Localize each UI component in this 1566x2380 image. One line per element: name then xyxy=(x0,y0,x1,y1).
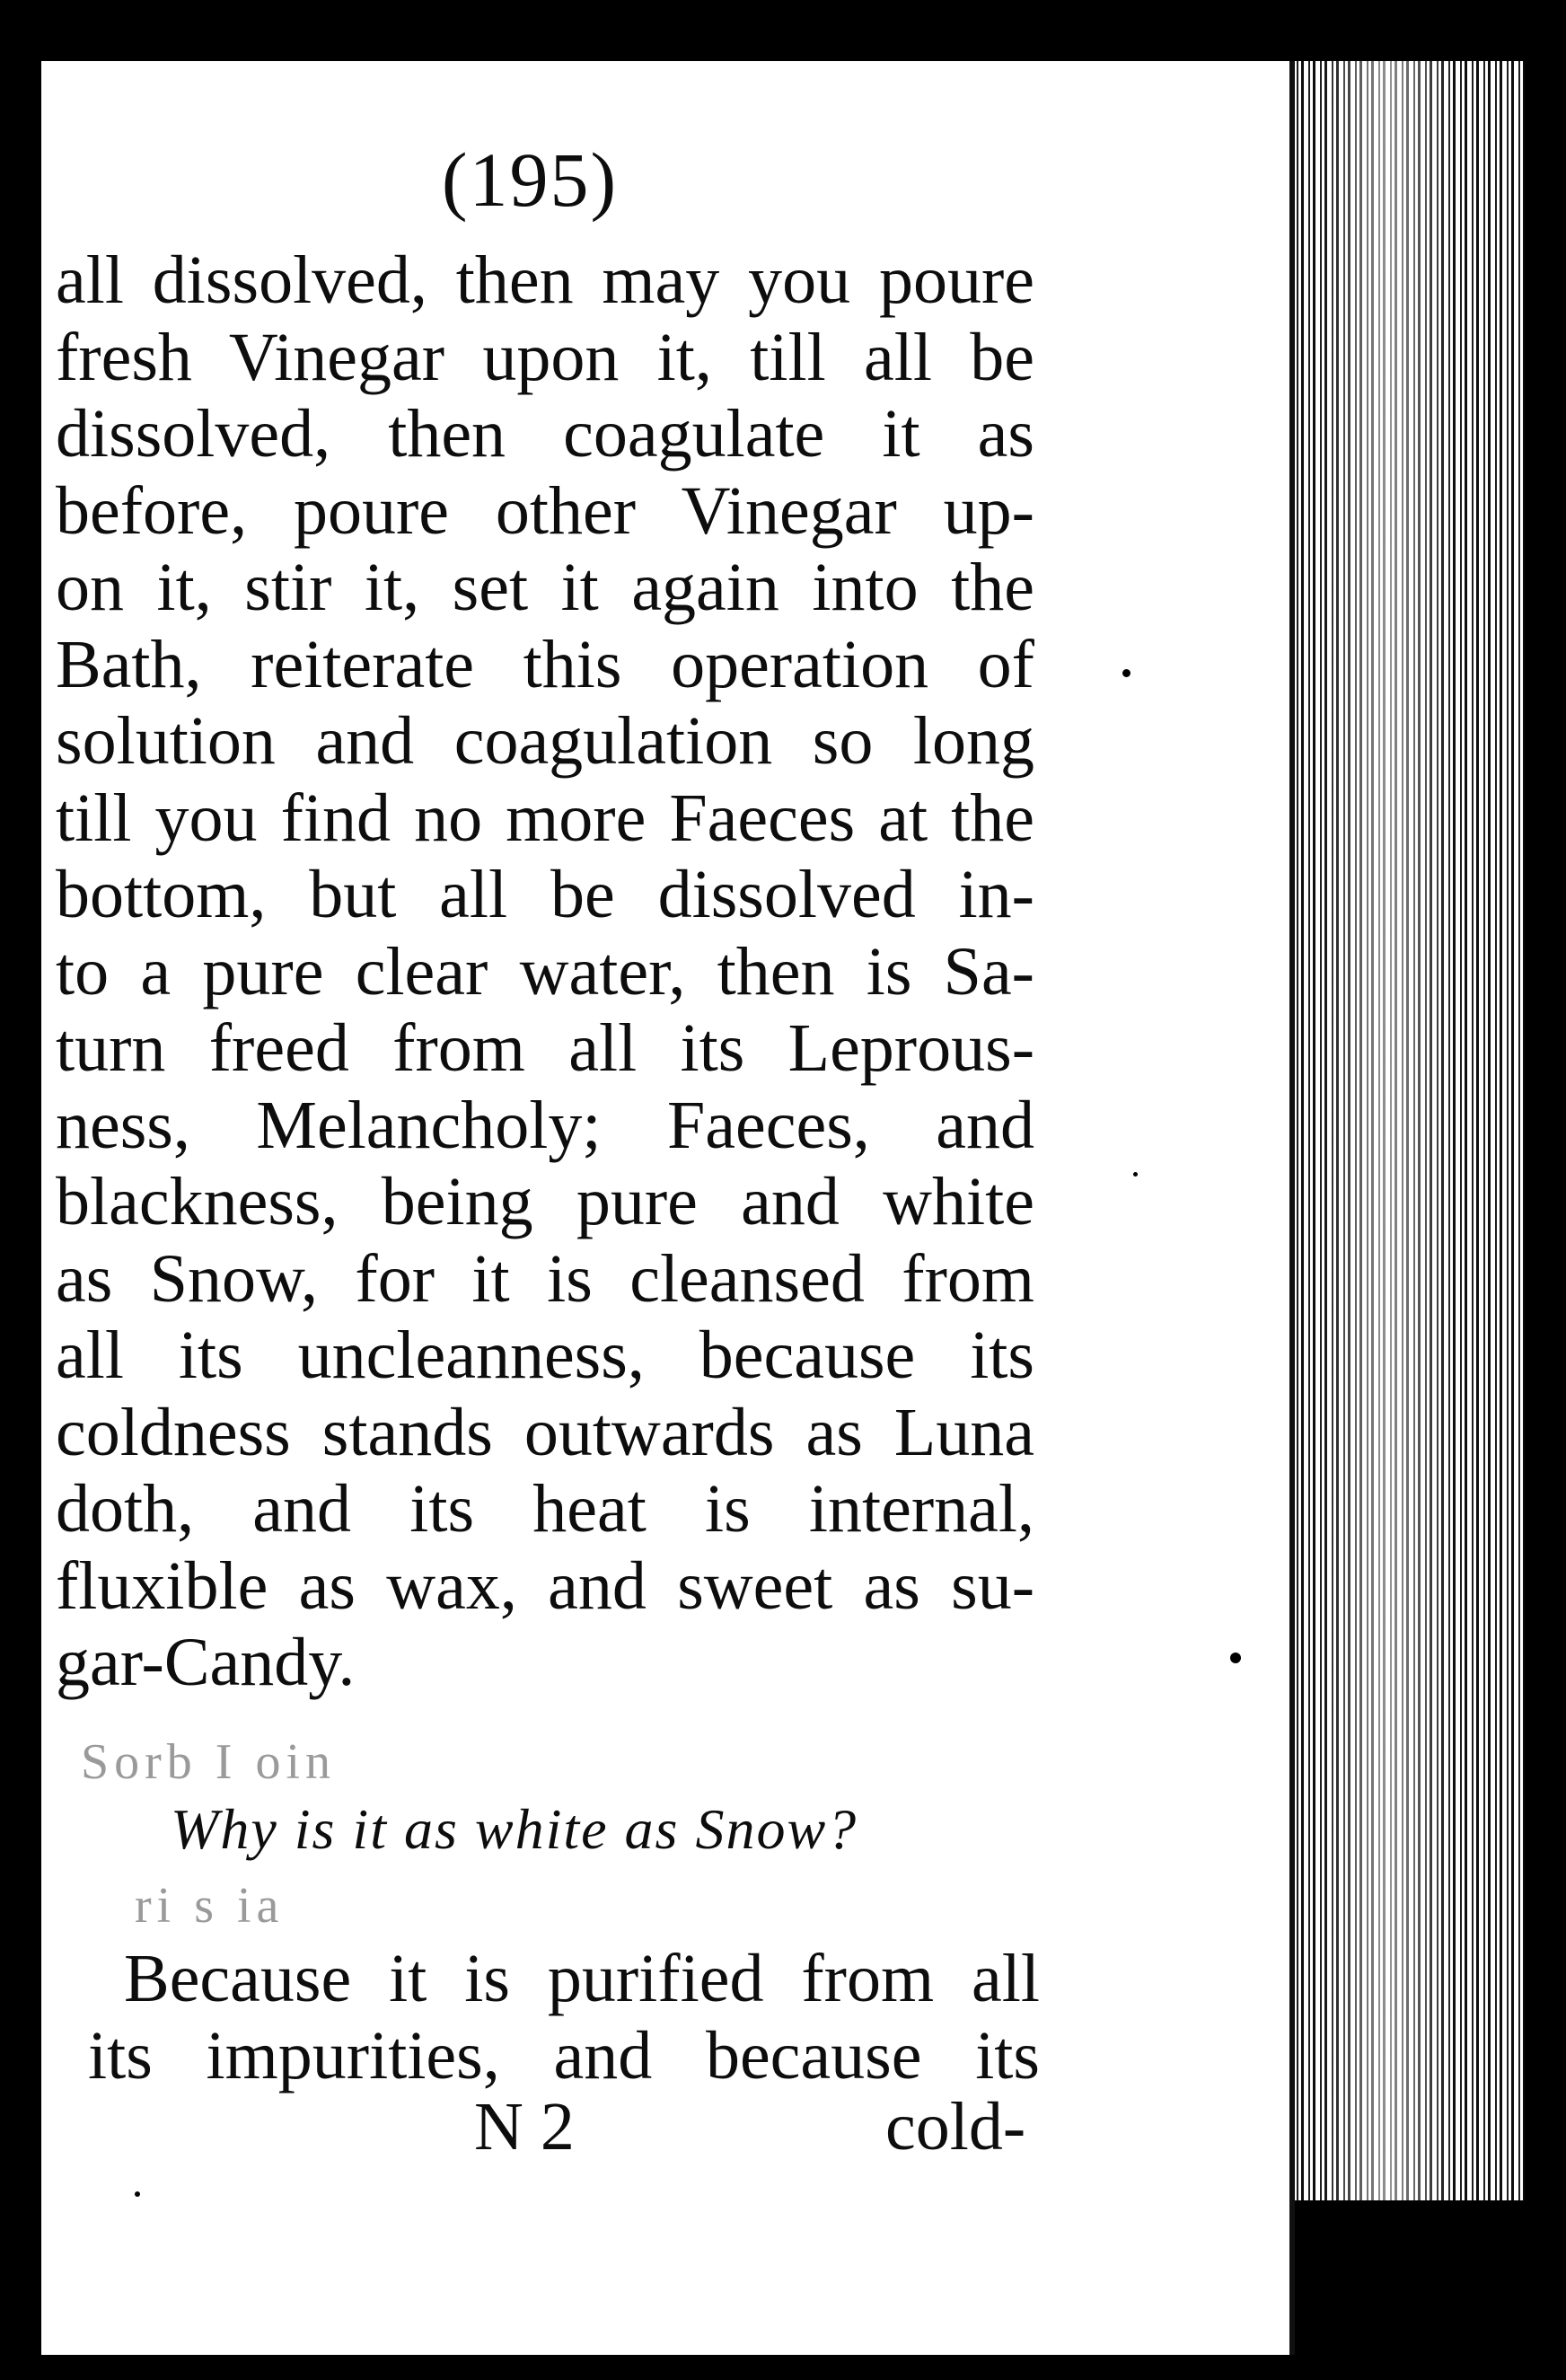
fore-edge-shade xyxy=(1320,61,1455,2355)
question-heading: Why is it as white as Snow? xyxy=(171,1797,858,1861)
text-line: before, poure other Vinegar up- xyxy=(56,472,1034,549)
text-line: gar-Candy. xyxy=(56,1625,356,1700)
scan-speck xyxy=(1230,1653,1241,1663)
answer-text xyxy=(88,1940,1040,2094)
text-line: blackness, being pure and white xyxy=(56,1164,1034,1239)
text-line: all dissolved, then may you poure xyxy=(56,242,1034,318)
catchword: cold- xyxy=(885,2089,1026,2164)
scan-speck xyxy=(1122,669,1131,677)
scan-speck xyxy=(135,2191,140,2197)
body-text xyxy=(56,242,1034,1702)
text-line: coldness stands outwards as Luna xyxy=(56,1394,1034,1470)
text-line: fresh Vinegar upon it, till all be xyxy=(56,319,1034,395)
signature-line xyxy=(88,2088,1040,2169)
text-line: doth, and its heat is internal, xyxy=(56,1471,1034,1547)
signature-mark: N 2 xyxy=(474,2089,575,2164)
text-line: as Snow, for it is cleansed from xyxy=(56,1240,1034,1317)
bleed-through-text: Sorb I oin xyxy=(81,1734,336,1790)
bleed-through-text: ri s ia xyxy=(135,1878,285,1934)
text-line: solution and coagulation so long xyxy=(56,703,1034,779)
text-line: on it, stir it, set it again into the xyxy=(56,550,1034,625)
scan-speck xyxy=(1133,1172,1138,1177)
text-line: to a pure clear water, then is Sa- xyxy=(56,933,1034,1009)
text-line: turn freed from all its Leprous- xyxy=(56,1010,1034,1086)
page-number: (195) xyxy=(441,137,619,223)
text-line: ness, Melancholy; Faeces, and xyxy=(56,1087,1034,1163)
text-line: all its uncleanness, because its xyxy=(56,1318,1034,1393)
text-line: till you find no more Faeces at the xyxy=(56,780,1034,856)
text-line: dissolved, then coagulate it as xyxy=(56,396,1034,472)
text-line: Bath, reiterate this operation of xyxy=(56,626,1034,702)
text-line: Because it is purified from all xyxy=(124,1941,1040,2016)
text-line: fluxible as wax, and sweet as su- xyxy=(56,1547,1034,1624)
text-line: its impurities, and because its xyxy=(88,2018,1040,2094)
text-line: bottom, but all be dissolved in- xyxy=(56,857,1034,932)
